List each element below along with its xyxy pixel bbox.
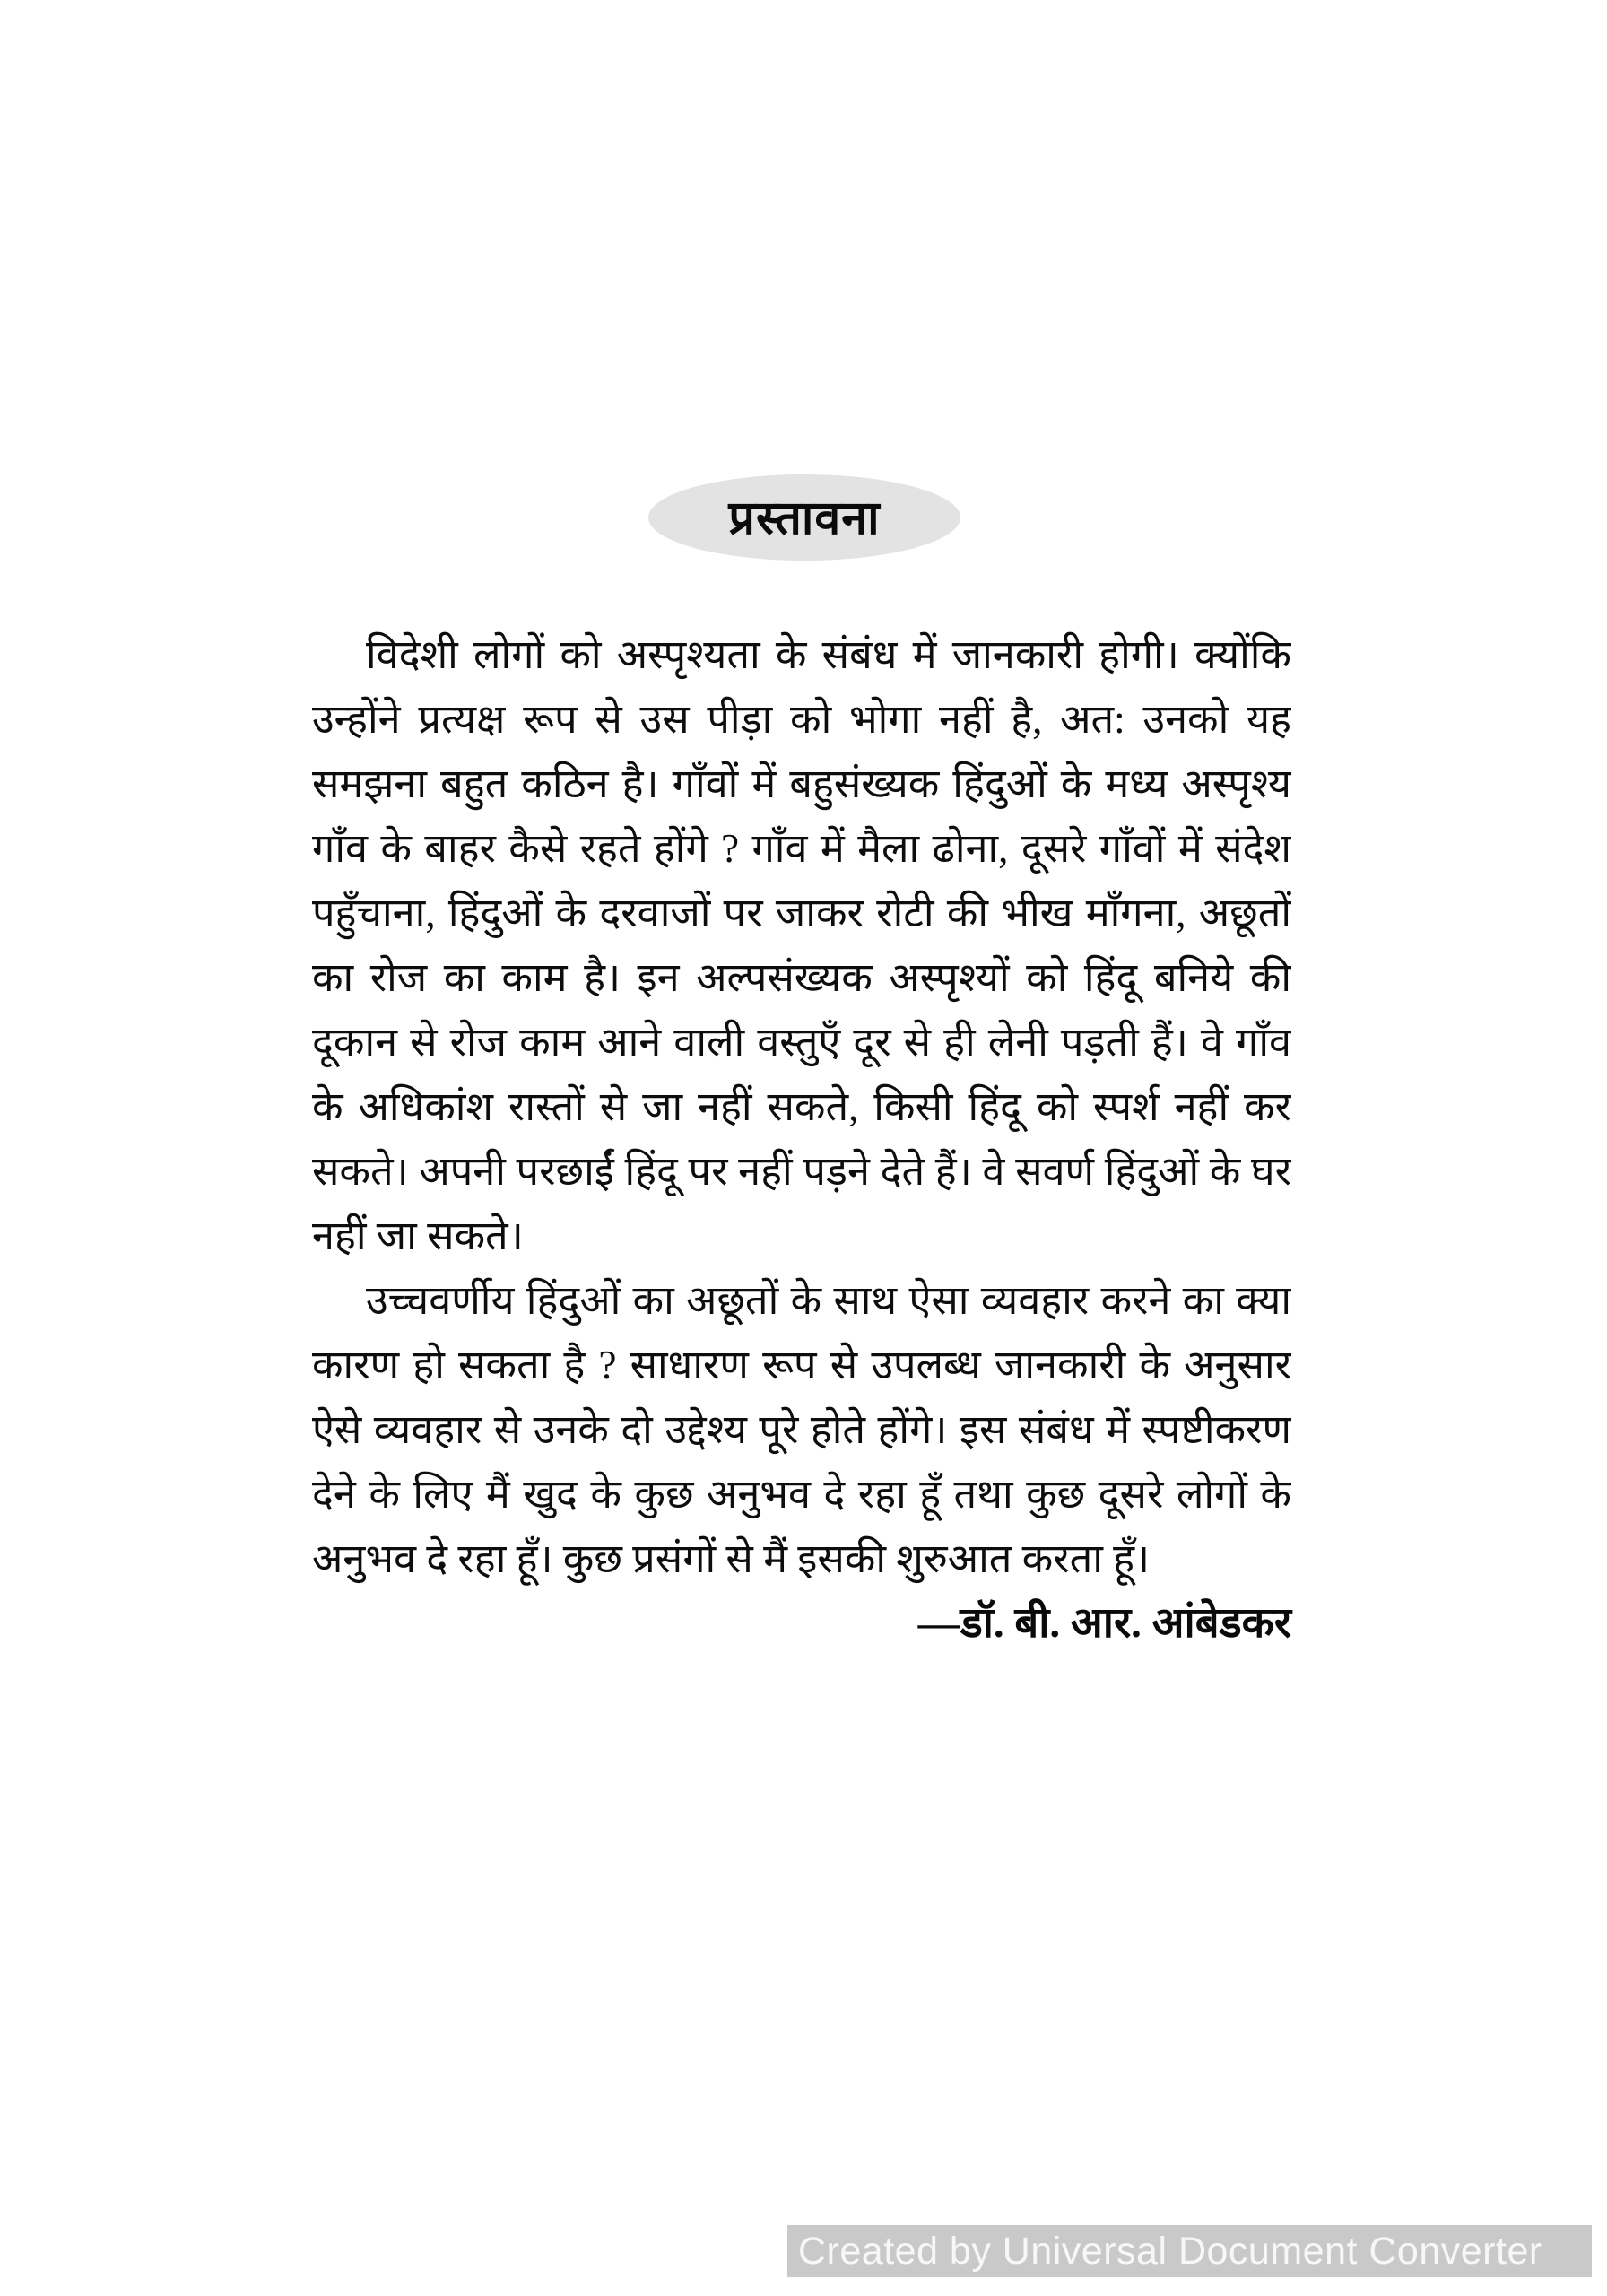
body-text xyxy=(312,622,1291,1591)
watermark-text: Created by Universal Document Converter xyxy=(798,2229,1542,2273)
author-signature: —डॉ. बी. आर. आंबेडकर xyxy=(917,1600,1291,1647)
text-line: दूकान से रोज काम आने वाली वस्तुएँ दूर से ही लेनी पड़ती हैं। वे गाँव xyxy=(312,1020,1291,1065)
text-line: के अधिकांश रास्तों से जा नहीं सकते, किसी हिंदू को स्पर्श नहीं कर xyxy=(312,1084,1291,1129)
text-line: सकते। अपनी परछाईं हिंदू पर नहीं पड़ने देते हैं। वे सवर्ण हिंदुओं के घर xyxy=(312,1149,1291,1194)
text-line: देने के लिए मैं खुद के कुछ अनुभव दे रहा हूँ तथा कुछ दूसरे लोगों के xyxy=(312,1472,1291,1517)
text-line: उच्चवर्णीय हिंदुओं का अछूतों के साथ ऐसा व्यवहार करने का क्या xyxy=(366,1278,1291,1323)
text-line: ऐसे व्यवहार से उनके दो उद्देश्य पूरे होते होंगे। इस संबंध में स्पष्टीकरण xyxy=(312,1407,1291,1452)
text-line: समझना बहुत कठिन है। गाँवों में बहुसंख्यक हिंदुओं के मध्य अस्पृश्य xyxy=(312,761,1291,806)
text-line: कारण हो सकता है ? साधारण रूप से उपलब्ध जानकारी के अनुसार xyxy=(312,1343,1291,1387)
text-line: विदेशी लोगों को अस्पृश्यता के संबंध में जानकारी होगी। क्योंकि xyxy=(366,632,1291,677)
body-text-block xyxy=(312,622,1291,1656)
text-line: का रोज का काम है। इन अल्पसंख्यक अस्पृश्यों को हिंदू बनिये की xyxy=(312,955,1291,1000)
watermark-bar xyxy=(787,2225,1592,2277)
text-line: अनुभव दे रहा हूँ। कुछ प्रसंगों से मैं इसकी शुरुआत करता हूँ। xyxy=(312,1536,1151,1581)
text-line: गाँव के बाहर कैसे रहते होंगे ? गाँव में मैला ढोना, दूसरे गाँवों में संदेश xyxy=(312,826,1291,871)
text-line: पहुँचाना, हिंदुओं के दरवाजों पर जाकर रोटी की भीख माँगना, अछूतों xyxy=(312,891,1291,935)
title-ellipse xyxy=(648,474,960,561)
page-title: प्रस्तावना xyxy=(728,492,881,544)
text-line: नहीं जा सकते। xyxy=(312,1213,524,1258)
text-line: उन्होंने प्रत्यक्ष रूप से उस पीड़ा को भोगा नहीं है, अत: उनको यह xyxy=(312,697,1291,742)
